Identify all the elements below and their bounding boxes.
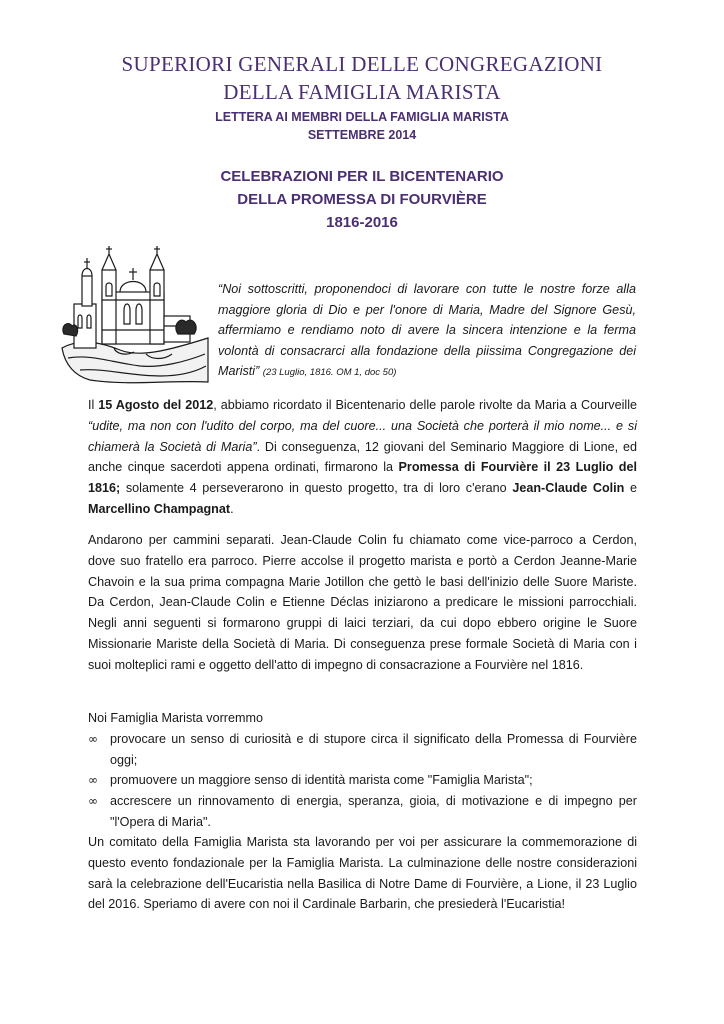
para1-text-2: , abbiamo ricordato il Bicentenario delle parole rivolte da Maria a Courveille: [213, 398, 637, 412]
subtitle-letter: LETTERA AI MEMBRI DELLA FAMIGLIA MARISTA: [215, 110, 509, 124]
celebration-years: 1816-2016: [326, 214, 398, 231]
list-item: [88, 729, 637, 771]
title-line-2: DELLA FAMIGLIA MARISTA: [223, 80, 501, 104]
promise-quote: [218, 279, 636, 384]
quote-citation: (23 Luglio, 1816. OM 1, doc 50): [262, 367, 397, 378]
para1-text-5: e: [624, 481, 637, 496]
para1-date: 15 Agosto del 2012: [98, 398, 214, 412]
title-line-1: SUPERIORI GENERALI DELLE CONGREGAZIONI: [121, 52, 603, 76]
list-item: [88, 791, 637, 833]
subtitle-date: SETTEMBRE 2014: [307, 128, 417, 142]
para1-marian-words: “udite, ma non con l'udito del corpo, ma del cuore... una Società che porterà il mio nome... e si chiamerà la Società di Maria”: [88, 418, 637, 454]
paragraph-bicentenary: [88, 395, 637, 520]
para1-name-colin: Jean-Claude Colin: [512, 481, 625, 496]
paragraph-committee: Un comitato della Famiglia Marista sta lavorando per voi per assicurare la commemorazione di questo evento fondazionale per la Famiglia Marista. La culminazione delle nostre considerazioni sarà la celebrazione dell'Eucaristia nella Basilica di Notre Dame di Fourvière, a Lione, il 23 Luglio del 2016. Speriamo di avere con noi il Cardinale Barbarin, che presiederà l'Eucaristia!: [88, 835, 637, 912]
infinity-bullet-icon: ∞: [88, 731, 98, 746]
list-item-text: accrescere un rinnovamento di energia, speranza, gioia, di motivazione e di impegno per "l'Opera di Maria".: [110, 794, 637, 829]
para1-text-4: solamente 4 perseverarono in questo progetto, tra di loro c'erano: [120, 481, 513, 496]
paragraph-history: Andarono per cammini separati. Jean-Claude Colin fu chiamato come vice-parroco a Cerdon, dove suo fratello era parroco. Pierre accolse il progetto marista e portò a Cerdon Jeanne-Marie Chavoin e la sua prima compagna Marie Jotillon che gettò le basi dell'inizio delle Suore Mariste. Da Cerdon, Jean-Claude Colin e Etienne Déclas iniziarono a predicare le missioni parrocchiali. Negli anni seguenti si formarono gruppi di laici terziari, da cui dopo ebbero origine le Suore Missionarie Mariste della Società di Maria. Di conseguenza prese formale Società di Maria con i suoi molteplici rami e oggetto dell'atto di impegno di consacrazione a Fourvière nel 1816.: [88, 533, 637, 672]
para1-name-champagnat: Marcellino Champagnat: [88, 501, 231, 516]
quote-text: “Noi sottoscritti, proponendoci di lavorare con tutte le nostre forze alla maggiore gloria di Dio e per l'onore di Maria, Madre del Signore Gesù, affermiamo e rendiamo noto di avere la sincera intenzione e la ferma volontà di consacrarci alla fondazione della piissima Congregazione dei Maristi”: [218, 282, 636, 378]
para1-text-3: . Di conseguenza, 12 giovani del Seminario Maggiore di Lione, ed anche cinque sacerdoti appena ordinati, firmarono la: [88, 439, 637, 475]
list-item-text: provocare un senso di curiosità e di stupore circa il significato della Promessa di Fourvière oggi;: [110, 731, 637, 767]
celebration-title-2: DELLA PROMESSA DI FOURVIÈRE: [237, 191, 487, 208]
celebration-title-1: CELEBRAZIONI PER IL BICENTENARIO: [220, 168, 504, 185]
list-intro: Noi Famiglia Marista vorremmo: [88, 711, 263, 725]
list-item: [88, 770, 637, 791]
wishes-list: [88, 708, 637, 833]
infinity-bullet-icon: ∞: [88, 794, 98, 809]
para1-text-6: .: [230, 501, 234, 516]
basilica-fourviere-icon: [60, 230, 210, 388]
infinity-bullet-icon: ∞: [88, 773, 98, 788]
para1-promise: Promessa di Fourvière il 23 Luglio del 1816;: [88, 460, 637, 496]
list-item-text: promuovere un maggiore senso di identità marista come "Famiglia Marista";: [110, 773, 533, 788]
para1-text-1: Il: [88, 398, 99, 412]
